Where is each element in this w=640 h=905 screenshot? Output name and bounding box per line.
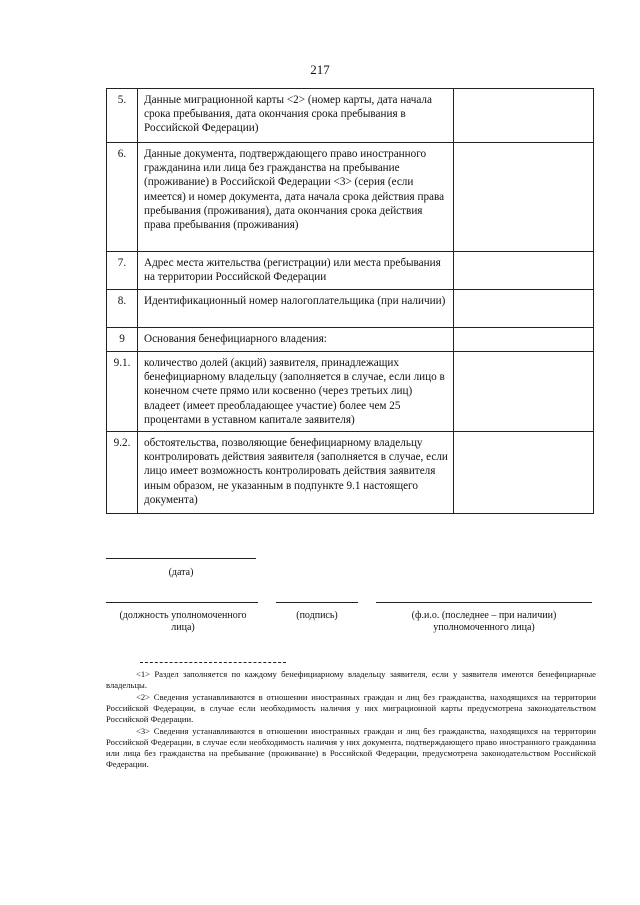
table-row <box>107 352 594 432</box>
row-label: Данные документа, подтверждающего право иностранного гражданина или лица без гражданства на пребывание (проживание) в Российской Федерации <3> (серия (если имеется) и номер документа, дата начала срока действия права пребывания (проживания), дата окончания срока действия права пребывания (проживания) <box>138 143 454 252</box>
table-row <box>107 328 594 352</box>
signature-line[interactable] <box>276 602 358 603</box>
position-caption: (должность уполномоченного лица) <box>119 610 247 633</box>
table-row <box>107 89 594 143</box>
page-number: 217 <box>310 62 330 77</box>
row-label: количество долей (акций) заявителя, принадлежащих бенефициарному владельцу (заполняется в случае, если лицо в конечном счете прямо или косвенно (через третьих лиц) владеет (имеет преобладающее участие) более чем 25 процентами в уставном капитале заявителя) <box>138 352 454 432</box>
row-number: 5. <box>107 89 138 143</box>
table-row <box>107 432 594 514</box>
beneficiary-table <box>106 88 594 514</box>
row-number: 9 <box>107 328 138 352</box>
row-value-cell[interactable] <box>454 89 594 143</box>
row-value-cell[interactable] <box>454 252 594 290</box>
row-number: 9.1. <box>107 352 138 432</box>
name-caption: (ф.и.о. (последнее – при наличии) уполномоченного лица) <box>411 610 557 633</box>
row-label: Адрес места жительства (регистрации) или места пребывания на территории Российской Федерации <box>138 252 454 290</box>
signature-caption: (подпись) <box>296 610 338 621</box>
row-label: Данные миграционной карты <2> (номер карты, дата начала срока пребывания, дата окончания срока пребывания в Российской Федерации) <box>138 89 454 143</box>
footnote-1: <1> Раздел заполняется по каждому бенефициарному владельцу заявителя, если у заявителя имеются бенефициарные владельцы. <box>106 669 596 690</box>
row-label: Идентификационный номер налогоплательщика (при наличии) <box>138 290 454 328</box>
footnote-separator <box>140 662 286 663</box>
row-value-cell[interactable] <box>454 432 594 514</box>
name-line[interactable] <box>376 602 592 603</box>
footnotes <box>106 669 596 771</box>
row-number: 6. <box>107 143 138 252</box>
row-value-cell[interactable] <box>454 352 594 432</box>
row-number: 7. <box>107 252 138 290</box>
table-row <box>107 290 594 328</box>
row-number: 9.2. <box>107 432 138 514</box>
row-label: обстоятельства, позволяющие бенефициарному владельцу контролировать действия заявителя (заполняется в случае, если лицо имеет возможность контролировать действия заявителя иным образом, не указанным в подпункте 9.1 настоящего документа) <box>138 432 454 514</box>
table-row <box>107 252 594 290</box>
footnote-2: <2> Сведения устанавливаются в отношении иностранных граждан и лиц без гражданства, находящихся на территории Российской Федерации, в случае если необходимость наличия у них миграционной карты предусмотрена законодательством Российской Федерации. <box>106 692 596 724</box>
row-value-cell[interactable] <box>454 290 594 328</box>
row-number: 8. <box>107 290 138 328</box>
date-line[interactable] <box>106 558 256 559</box>
row-value-cell[interactable] <box>454 143 594 252</box>
position-line[interactable] <box>106 602 258 603</box>
row-label: Основания бенефициарного владения: <box>138 328 454 352</box>
table-row <box>107 143 594 252</box>
row-value-cell[interactable] <box>454 328 594 352</box>
footnote-3: <3> Сведения устанавливаются в отношении иностранных граждан и лиц без гражданства, находящихся на территории Российской Федерации, в случае если необходимость наличия у них документа, подтверждающего право иностранного гражданина или лица без гражданства на пребывание (проживание) в Российской Федерации, предусмотрена законодательством Российской Федерации. <box>106 726 596 769</box>
date-caption: (дата) <box>168 567 194 578</box>
